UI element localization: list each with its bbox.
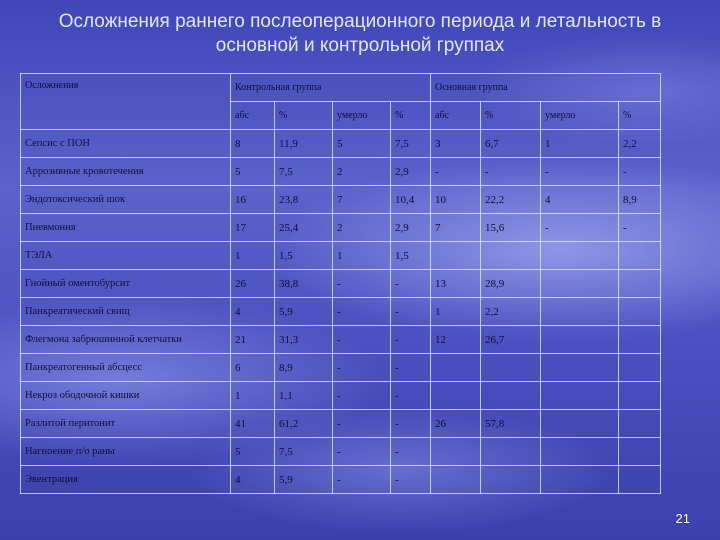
table-cell: 26 <box>231 270 275 298</box>
row-name: Панкреатический свищ <box>21 298 231 326</box>
table-cell: 4 <box>231 298 275 326</box>
table-cell <box>619 270 661 298</box>
table-cell <box>481 242 541 270</box>
table-cell: 8,9 <box>619 186 661 214</box>
table-cell <box>541 466 619 494</box>
header-complication: Осложнения <box>21 74 231 130</box>
table-cell <box>619 242 661 270</box>
table-cell: 22,2 <box>481 186 541 214</box>
table-cell: 16 <box>231 186 275 214</box>
table-cell: 8,9 <box>275 354 333 382</box>
table-cell: 13 <box>431 270 481 298</box>
table-cell: - <box>333 466 391 494</box>
table-cell: 1,5 <box>391 242 431 270</box>
table-cell: - <box>333 438 391 466</box>
row-name: Сепсис с ПОН <box>21 130 231 158</box>
table-cell: - <box>391 382 431 410</box>
table-cell: 7,5 <box>275 438 333 466</box>
table-row <box>21 298 661 326</box>
table-header-row <box>21 74 661 102</box>
table-cell: - <box>333 298 391 326</box>
row-name: Гнойный оментобурсит <box>21 270 231 298</box>
table-cell <box>619 410 661 438</box>
table-cell: - <box>391 270 431 298</box>
subheader-cell: % <box>481 102 541 130</box>
subheader-cell: умерло <box>541 102 619 130</box>
table-cell: 5,9 <box>275 466 333 494</box>
table-row <box>21 466 661 494</box>
row-name: Флегмона забрюшинной клетчатки <box>21 326 231 354</box>
table-cell <box>541 382 619 410</box>
row-name: Аррозивные кровотечения <box>21 158 231 186</box>
table-cell: 61,2 <box>275 410 333 438</box>
table-row <box>21 438 661 466</box>
table-cell: 1 <box>231 382 275 410</box>
table-cell <box>481 466 541 494</box>
table-cell <box>481 354 541 382</box>
table-cell: 3 <box>431 130 481 158</box>
table-cell <box>619 466 661 494</box>
table-cell: - <box>333 382 391 410</box>
table-cell: 5,9 <box>275 298 333 326</box>
row-name: Пневмония <box>21 214 231 242</box>
table-cell: 25,4 <box>275 214 333 242</box>
table-cell <box>619 382 661 410</box>
page-number: 21 <box>675 511 690 526</box>
table-cell <box>541 270 619 298</box>
table-cell: - <box>391 466 431 494</box>
table-cell: 7 <box>431 214 481 242</box>
row-name: Разлитой перитонит <box>21 410 231 438</box>
table-cell: 5 <box>333 130 391 158</box>
table-cell: - <box>333 270 391 298</box>
table-cell: - <box>391 410 431 438</box>
table-cell: 2 <box>333 158 391 186</box>
table-cell <box>481 438 541 466</box>
table-row <box>21 410 661 438</box>
table-cell: - <box>333 326 391 354</box>
table-cell: - <box>619 214 661 242</box>
table-cell: 4 <box>541 186 619 214</box>
table-cell <box>619 438 661 466</box>
table-cell: 1 <box>333 242 391 270</box>
table-cell <box>431 382 481 410</box>
table-cell <box>481 382 541 410</box>
subheader-cell: абс <box>431 102 481 130</box>
table-cell: 1 <box>431 298 481 326</box>
slide-title: Осложнения раннего послеоперационного периода и летальность в основной и контрольной группах <box>58 11 662 56</box>
table-cell: 1 <box>541 130 619 158</box>
table-cell: 7,5 <box>275 158 333 186</box>
table-cell: - <box>619 158 661 186</box>
row-name: Панкреатогенный абсцесс <box>21 354 231 382</box>
table-cell: 11,9 <box>275 130 333 158</box>
table-cell: - <box>333 410 391 438</box>
subheader-cell: % <box>391 102 431 130</box>
table-row <box>21 186 661 214</box>
table-cell: - <box>391 354 431 382</box>
table-cell: 8 <box>231 130 275 158</box>
table-cell: 26,7 <box>481 326 541 354</box>
row-name: Нагноение п/о раны <box>21 438 231 466</box>
table-cell: 10 <box>431 186 481 214</box>
table-cell: 2 <box>333 214 391 242</box>
table-row <box>21 326 661 354</box>
table-cell: 2,2 <box>481 298 541 326</box>
header-main-group: Основная группа <box>431 74 661 102</box>
table-cell <box>619 354 661 382</box>
table-cell <box>431 438 481 466</box>
subheader-cell: умерло <box>333 102 391 130</box>
row-name: ТЭЛА <box>21 242 231 270</box>
table-cell <box>541 354 619 382</box>
table-cell: 1 <box>231 242 275 270</box>
table-cell <box>541 242 619 270</box>
row-name: Некроз ободочной кишки <box>21 382 231 410</box>
table-cell: 57,8 <box>481 410 541 438</box>
subheader-cell: % <box>619 102 661 130</box>
table-cell: - <box>431 158 481 186</box>
table-cell <box>431 242 481 270</box>
table-cell: 26 <box>431 410 481 438</box>
table-cell: 2,9 <box>391 158 431 186</box>
table-cell: 12 <box>431 326 481 354</box>
table-cell: 6 <box>231 354 275 382</box>
table-cell: 28,9 <box>481 270 541 298</box>
table-cell: 5 <box>231 438 275 466</box>
table-cell: 15,6 <box>481 214 541 242</box>
table-cell: - <box>541 214 619 242</box>
table-cell: 21 <box>231 326 275 354</box>
table-cell <box>431 466 481 494</box>
table-cell: 23,8 <box>275 186 333 214</box>
table-cell <box>431 354 481 382</box>
table-cell <box>541 410 619 438</box>
table-cell: 31,3 <box>275 326 333 354</box>
table-cell: 5 <box>231 158 275 186</box>
subheader-cell: % <box>275 102 333 130</box>
table-cell <box>619 298 661 326</box>
table-row <box>21 242 661 270</box>
table-row <box>21 382 661 410</box>
header-control-group: Контрольная группа <box>231 74 431 102</box>
table-row <box>21 158 661 186</box>
table-cell: 4 <box>231 466 275 494</box>
table-cell: 7 <box>333 186 391 214</box>
table-cell <box>541 298 619 326</box>
table-cell <box>541 326 619 354</box>
table-cell <box>619 326 661 354</box>
table-cell: 2,2 <box>619 130 661 158</box>
table-cell: 17 <box>231 214 275 242</box>
table-cell: - <box>391 298 431 326</box>
table-cell: 2,9 <box>391 214 431 242</box>
table-cell <box>541 438 619 466</box>
table-row <box>21 130 661 158</box>
row-name: Эндотоксический шок <box>21 186 231 214</box>
table-row <box>21 214 661 242</box>
table-cell: - <box>333 354 391 382</box>
table-cell: - <box>391 326 431 354</box>
complications-table <box>20 73 661 494</box>
table-cell: - <box>481 158 541 186</box>
table-cell: 38,8 <box>275 270 333 298</box>
table-cell: 41 <box>231 410 275 438</box>
table-cell: 1,1 <box>275 382 333 410</box>
table-row <box>21 354 661 382</box>
table-cell: 7,5 <box>391 130 431 158</box>
table-cell: 1,5 <box>275 242 333 270</box>
table-cell: 6,7 <box>481 130 541 158</box>
row-name: Эвентрация <box>21 466 231 494</box>
table-cell: - <box>541 158 619 186</box>
table-cell: - <box>391 438 431 466</box>
subheader-cell: абс <box>231 102 275 130</box>
table-row <box>21 270 661 298</box>
table-cell: 10,4 <box>391 186 431 214</box>
